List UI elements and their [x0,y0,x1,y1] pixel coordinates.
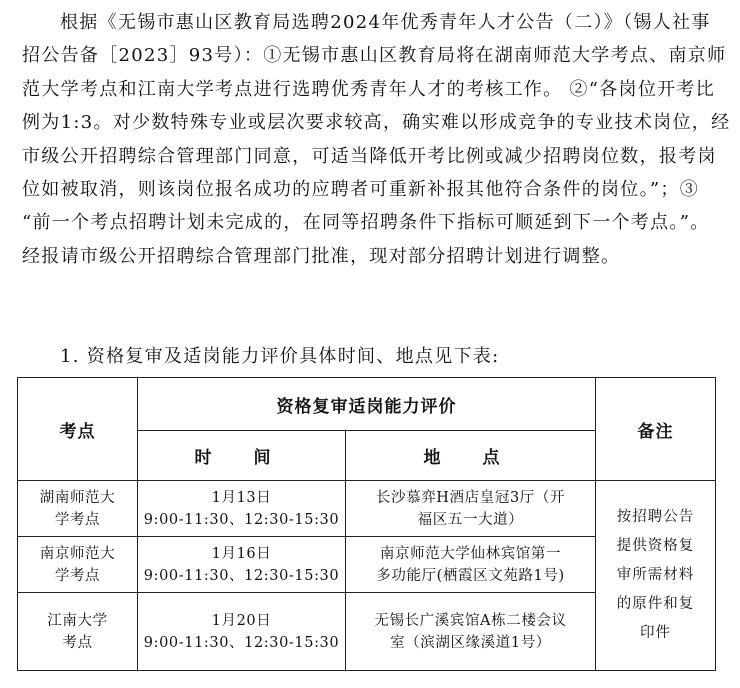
intro-line: 经报请市级公开招聘综合管理部门批准，现对部分招聘计划进行调整。 [22,245,621,267]
header-place: 地 点 [346,431,596,481]
site-cell: 湖南师范大 学考点 [18,481,138,537]
place-cell: 长沙慕弈H酒店皇冠3厅（开 福区五一大道） [346,481,596,537]
site-cell: 南京师范大 学考点 [18,537,138,593]
table-row [18,481,716,537]
schedule-table [17,377,716,671]
intro-line: 根据《无锡市惠山区教育局选聘2024年优秀青年人才公告（二）》（锡人社事 [60,12,711,33]
header-group: 资格复审适岗能力评价 [138,378,596,431]
site-cell: 江南大学 考点 [18,593,138,671]
header-time: 时 间 [138,431,346,481]
list-item-1: 1. 资格复审及适岗能力评价具体时间、地点见下表: [60,346,500,367]
intro-line: 市级公开招聘综合管理部门同意，可适当降低开考比例或减少招聘岗位数，报考岗 [22,145,717,167]
intro-line: 范大学考点和江南大学考点进行选聘优秀青年人才的考核工作。 ②“各岗位开考比 [22,78,716,100]
header-site: 考点 [18,378,138,481]
intro-line: “前一个考点招聘计划未完成的，在同等招聘条件下指标可顺延到下一个考点。”。 [22,212,710,234]
place-cell: 无锡长广溪宾馆A栋二楼会议 室（滨湖区缘溪道1号） [346,593,596,671]
place-cell: 南京师范大学仙林宾馆第一 多功能厅(栖霞区文苑路1号) [346,537,596,593]
time-cell: 1月16日 9:00-11:30、12:30-15:30 [138,537,346,593]
intro-line: 例为1:3。对少数特殊专业或层次要求较高，确实难以形成竞争的专业技术岗位，经 [22,112,731,134]
intro-line: 招公告备［2023］93号）：①无锡市惠山区教育局将在湖南师范大学考点、南京师 [22,45,727,67]
intro-paragraph [22,6,731,273]
note-cell: 按招聘公告 提供资格复 审所需材料 的原件和复 印件 [596,481,716,671]
header-note: 备注 [596,378,716,481]
intro-line: 位如被取消，则该岗位报名成功的应聘者可重新补报其他符合条件的岗位。”；③ [22,179,699,201]
time-cell: 1月13日 9:00-11:30、12:30-15:30 [138,481,346,537]
time-cell: 1月20日 9:00-11:30、12:30-15:30 [138,593,346,671]
